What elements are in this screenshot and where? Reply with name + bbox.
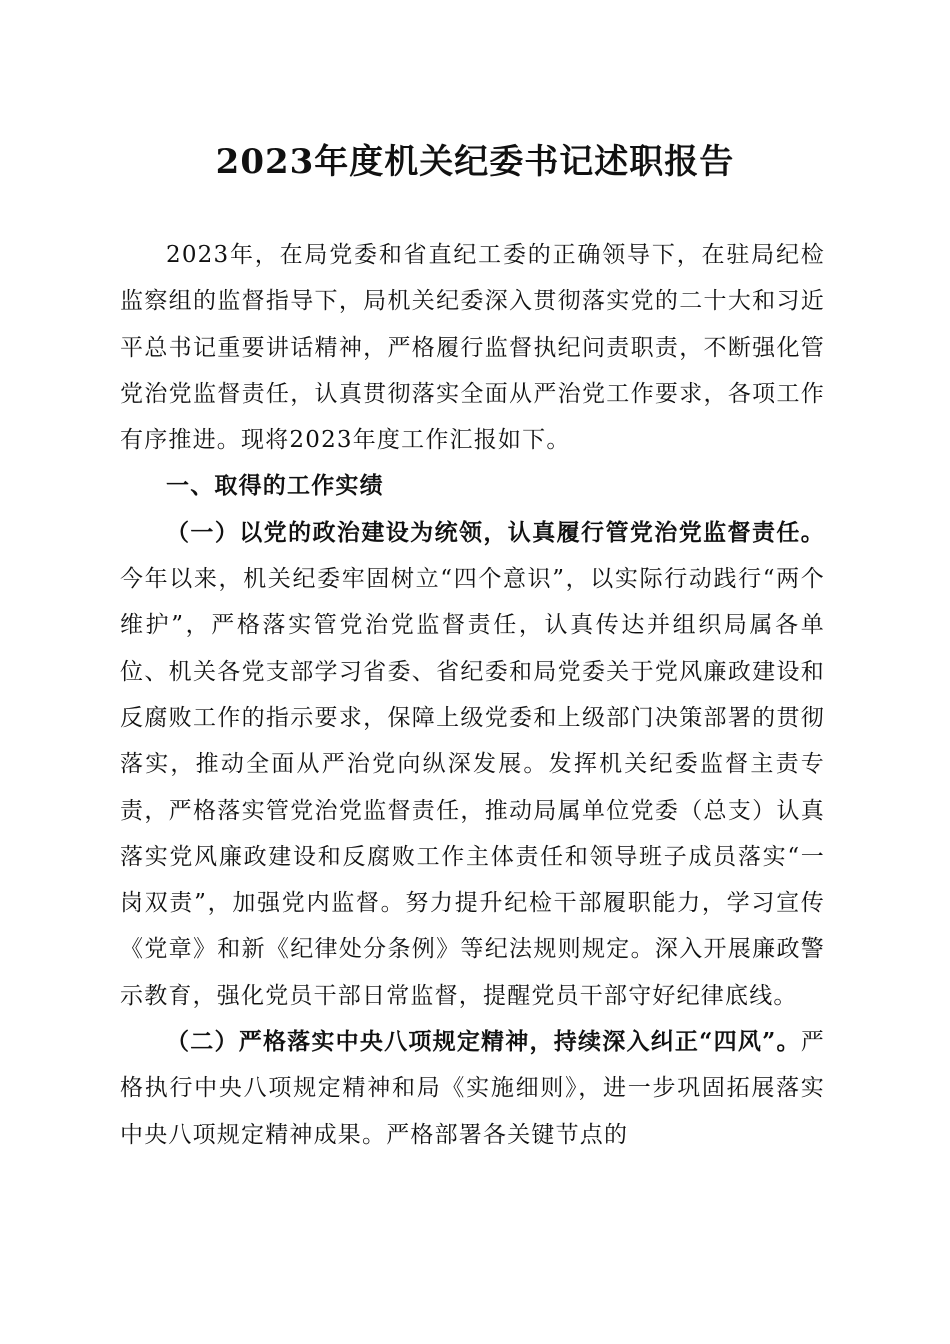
item-2-heading: （二）严格落实中央八项规定精神，持续深入纠正“四风”。 xyxy=(166,1028,801,1056)
item-2-body: 严格执行中央八项规定精神和局《实施细则》，进一步巩固拓展落实中央八项规定精神成果。严格部署各关键节点的 xyxy=(120,1029,825,1148)
section-heading: 一、取得的工作实绩 xyxy=(166,473,384,500)
item-1-heading: （一）以党的政治建设为统领，认真履行管党治党监督责任。 xyxy=(166,518,825,546)
document-title: 2023年度机关纪委书记述职报告 xyxy=(215,142,735,182)
item-2-paragraph xyxy=(120,1019,825,1158)
intro-paragraph: 2023年，在局党委和省直纪工委的正确领导下，在驻局纪检监察组的监督指导下，局机关纪委深入贯彻落实党的二十大和习近平总书记重要讲话精神，严格履行监督执纪问责职责，不断强化管党治党监督责任，认真贯彻落实全面从严治党工作要求，各项工作有序推进。现将2023年度工作汇报如下。 xyxy=(120,242,825,454)
document-body xyxy=(120,232,825,1158)
item-1-paragraph xyxy=(120,510,825,1019)
item-1-body: 今年以来，机关纪委牢固树立“四个意识”，以实际行动践行“两个维护”，严格落实管党治党监督责任，认真传达并组织局属各单位、机关各党支部学习省委、省纪委和局党委关于党风廉政建设和反腐败工作的指示要求，保障上级党委和上级部门决策部署的贯彻落实，推动全面从严治党向纵深发展。发挥机关纪委监督主责专责，严格落实管党治党监督责任，推动局属单位党委（总支）认真落实党风廉政建设和反腐败工作主体责任和领导班子成员落实“一岗双责”，加强党内监督。努力提升纪检干部履职能力，学习宣传《党章》和新《纪律处分条例》等纪法规则规定。深入开展廉政警示教育，强化党员干部日常监督，提醒党员干部守好纪律底线。 xyxy=(120,566,825,1009)
